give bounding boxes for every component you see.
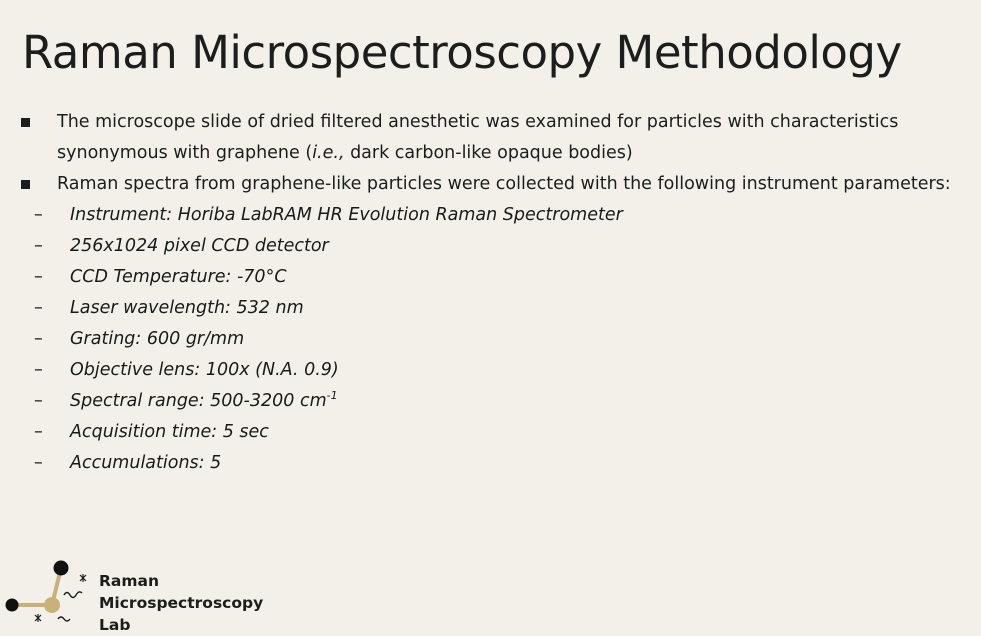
parameter-item [20, 386, 981, 417]
dash-bullet: – [34, 298, 43, 318]
parameter-superscript: -1 [326, 389, 338, 403]
bullet-item-examination [20, 107, 981, 169]
parameter-item [20, 200, 981, 231]
dash-bullet: – [34, 453, 43, 473]
bullet-text-line: The microscope slide of dried filtered anesthetic was examined for particles with characteristics [57, 112, 899, 132]
dash-bullet: – [34, 391, 43, 411]
bullet-list [20, 107, 981, 479]
dash-bullet: – [34, 360, 43, 380]
bullet-item-spectra [20, 169, 981, 200]
logo-text [99, 570, 263, 636]
dash-bullet: – [34, 422, 43, 442]
parameter-text: Accumulations: 5 [70, 453, 222, 473]
parameter-text: Instrument: Horiba LabRAM HR Evolution Raman Spectrometer [70, 205, 623, 225]
parameter-item [20, 417, 981, 448]
parameter-text: Objective lens: 100x (N.A. 0.9) [70, 360, 339, 380]
parameter-item [20, 231, 981, 262]
logo-text-line: Microspectroscopy [99, 594, 264, 612]
parameter-list [20, 200, 981, 479]
bullet-text-segment: dark carbon-like opaque bodies) [344, 143, 633, 163]
bullet-text-segment: synonymous with graphene ( [57, 143, 313, 163]
dash-bullet: – [34, 236, 43, 256]
parameter-item [20, 324, 981, 355]
molecule-logo-icon [0, 555, 96, 624]
slide-title: Raman Microspectroscopy Methodology [22, 26, 902, 79]
dash-bullet: – [34, 205, 43, 225]
parameter-item [20, 262, 981, 293]
bullet-text-line [57, 138, 981, 169]
parameter-text: 256x1024 pixel CCD detector [70, 236, 329, 256]
bullet-text-italic: i.e., [312, 143, 345, 163]
square-bullet-icon [21, 180, 30, 189]
square-bullet-icon [21, 118, 30, 127]
parameter-item [20, 293, 981, 324]
logo-text-line: Lab [99, 616, 131, 634]
logo-text-line: Raman [99, 572, 160, 590]
parameter-text: Laser wavelength: 532 nm [70, 298, 304, 318]
parameter-item [20, 355, 981, 386]
dash-bullet: – [34, 267, 43, 287]
lab-logo [0, 555, 300, 634]
parameter-text: CCD Temperature: -70°C [70, 267, 287, 287]
parameter-text: Grating: 600 gr/mm [70, 329, 245, 349]
parameter-text: Spectral range: 500-3200 cm [70, 391, 327, 411]
dash-bullet: – [34, 329, 43, 349]
parameter-item [20, 448, 981, 479]
bullet-text-line: Raman spectra from graphene-like particles were collected with the following instrument parameters: [57, 174, 951, 194]
parameter-text: Acquisition time: 5 sec [70, 422, 269, 442]
